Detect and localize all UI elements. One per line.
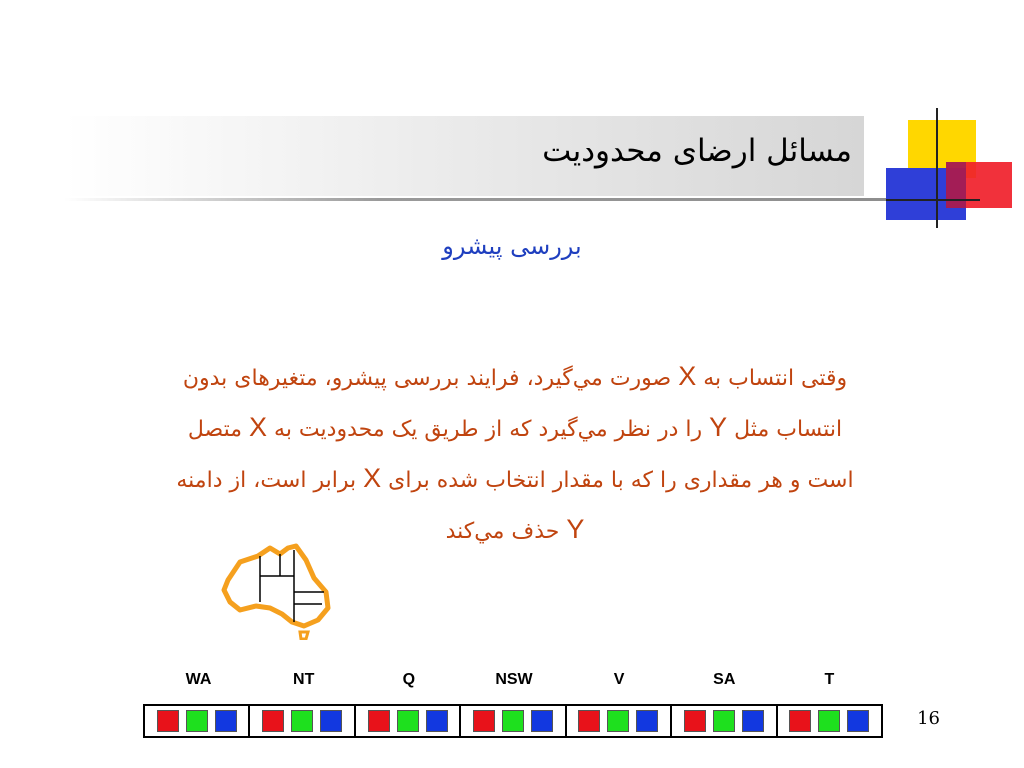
domain-cell-nt	[248, 706, 353, 736]
variable-letter: X	[678, 361, 697, 391]
decorative-squares-logo	[880, 108, 1020, 233]
domain-table	[143, 704, 883, 738]
domain-value-red	[262, 710, 284, 732]
body-text-segment: است و هر مقداری را که با مقدار انتخاب شده برای	[381, 468, 854, 493]
domain-value-blue	[531, 710, 553, 732]
body-text-segment: حذف مي‌کند	[445, 519, 567, 544]
title-divider	[64, 198, 964, 201]
domain-cell-q	[354, 706, 459, 736]
body-text-segment: صورت مي‌گيرد، فرایند بررسی پیشرو، متغیرهای بدون	[182, 366, 679, 391]
variable-letter: Y	[709, 412, 728, 442]
body-text-segment: وقتی انتساب به	[696, 366, 848, 391]
page-number: 16	[917, 708, 940, 729]
body-text-segment: متصل	[187, 417, 250, 442]
domain-value-blue	[742, 710, 764, 732]
domain-value-green	[502, 710, 524, 732]
domain-value-green	[818, 710, 840, 732]
body-line	[90, 352, 940, 403]
variable-labels-row	[146, 671, 882, 693]
domain-value-blue	[215, 710, 237, 732]
body-line	[90, 454, 940, 505]
australia-outline	[224, 546, 328, 626]
state-borders	[260, 550, 324, 622]
domain-value-red	[578, 710, 600, 732]
domain-value-blue	[426, 710, 448, 732]
domain-value-green	[607, 710, 629, 732]
domain-value-green	[397, 710, 419, 732]
domain-value-green	[713, 710, 735, 732]
domain-value-blue	[636, 710, 658, 732]
slide-subtitle: بررسی پیشرو	[442, 232, 582, 260]
body-line	[90, 403, 940, 454]
slide-body-text	[90, 352, 940, 556]
variable-label-nsw: NSW	[495, 671, 533, 688]
domain-value-red	[473, 710, 495, 732]
domain-cell-wa	[145, 706, 248, 736]
australia-map-icon	[218, 540, 336, 640]
tasmania-outline	[300, 632, 308, 639]
variable-label-sa: SA	[713, 671, 736, 688]
body-text-segment: انتساب مثل	[727, 417, 843, 442]
domain-value-red	[684, 710, 706, 732]
domain-cell-t	[776, 706, 881, 736]
variable-label-v: V	[613, 671, 625, 688]
variable-letter: X	[363, 463, 382, 493]
domain-cell-sa	[670, 706, 775, 736]
domain-value-red	[789, 710, 811, 732]
variable-letter: Y	[566, 514, 585, 544]
deco-shadow-square	[946, 162, 966, 208]
variable-label-wa: WA	[185, 671, 212, 688]
domain-value-red	[368, 710, 390, 732]
domain-value-blue	[847, 710, 869, 732]
domain-value-green	[291, 710, 313, 732]
body-text-segment: را در نظر مي‌گيرد که از طريق يک محدوديت به	[267, 417, 710, 442]
variable-label-t: T	[824, 671, 835, 688]
variable-label-q: Q	[402, 671, 416, 688]
slide-title: مسائل ارضای محدودیت	[542, 133, 852, 169]
domain-cell-nsw	[459, 706, 564, 736]
domain-value-blue	[320, 710, 342, 732]
domain-cell-v	[565, 706, 670, 736]
body-text-segment: برابر است، از دامنه	[176, 468, 364, 493]
variable-letter: X	[249, 412, 268, 442]
domain-value-red	[157, 710, 179, 732]
domain-value-green	[186, 710, 208, 732]
variable-label-nt: NT	[293, 671, 315, 688]
